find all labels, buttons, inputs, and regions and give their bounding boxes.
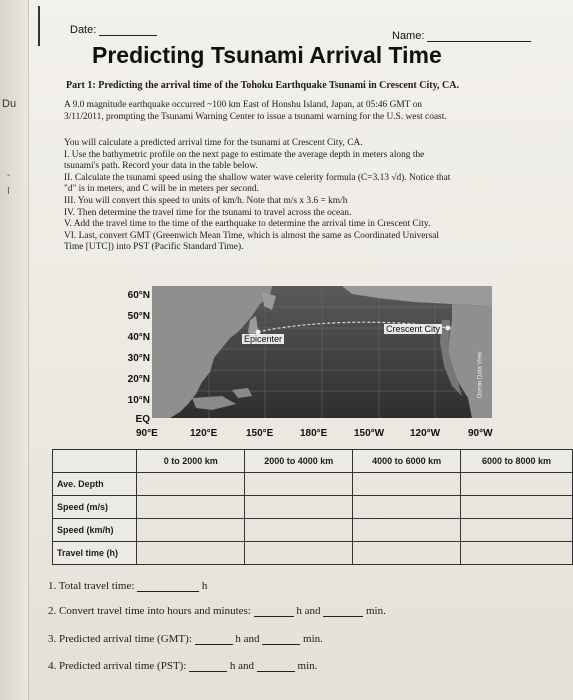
answer-cell[interactable] — [353, 473, 461, 496]
lon-label: 150°E — [246, 428, 274, 439]
previous-page-edge — [0, 0, 29, 700]
table-row — [53, 473, 573, 496]
lat-label: 30°N — [127, 353, 150, 364]
unit-label: min. — [366, 605, 386, 617]
question-text: 3. Predicted arrival time (GMT): — [48, 633, 192, 645]
answer-blank[interactable] — [137, 581, 199, 592]
lat-label: 40°N — [127, 332, 150, 343]
row-label: Speed (km/h) — [53, 519, 137, 542]
lon-label: 150°W — [354, 428, 385, 439]
unit-label: h and — [229, 660, 255, 672]
instruction-line: Time [UTC]) into PST (Pacific Standard Time). — [64, 242, 244, 253]
unit-label: min. — [303, 633, 323, 645]
lat-label: 50°N — [127, 311, 150, 322]
answer-blank[interactable] — [323, 606, 363, 617]
crescent-city-label: Crescent City — [386, 324, 441, 334]
table-row — [53, 519, 573, 542]
answer-cell[interactable] — [461, 473, 573, 496]
question-text: 2. Convert travel time into hours and minutes: — [48, 605, 251, 617]
answer-cell[interactable] — [461, 519, 573, 542]
intro-line: 3/11/2011, prompting the Tsunami Warning Center to issue a tsunami warning for the U.S. west coast. — [64, 111, 447, 122]
table-header-row — [53, 450, 573, 473]
answer-cell[interactable] — [353, 542, 461, 565]
lat-label: 60°N — [127, 290, 150, 301]
lat-label: 20°N — [127, 374, 150, 385]
binding-line — [38, 6, 40, 46]
date-blank[interactable] — [99, 25, 157, 36]
table-row — [53, 542, 573, 565]
instruction-line: "d" is in meters, and C will be in meters per second. — [64, 184, 259, 195]
name-field[interactable] — [392, 30, 531, 42]
answer-cell[interactable] — [353, 519, 461, 542]
lat-label: EQ — [135, 414, 150, 425]
map-graphic — [152, 286, 492, 418]
instruction-line: IV. Then determine the travel time for the tsunami to travel across the ocean. — [64, 207, 352, 218]
question-2 — [48, 605, 386, 617]
part1-heading: Part 1: Predicting the arrival time of the Tohoku Earthquake Tsunami in Crescent City, CA. — [66, 80, 459, 91]
column-header: 0 to 2000 km — [137, 450, 245, 473]
answer-cell[interactable] — [137, 473, 245, 496]
answer-cell[interactable] — [137, 496, 245, 519]
epicenter-label: Epicenter — [244, 334, 283, 344]
data-table — [52, 449, 573, 565]
bathymetry-map — [152, 286, 492, 418]
row-label: Travel time (h) — [53, 542, 137, 565]
date-field[interactable] — [70, 24, 157, 36]
answer-cell[interactable] — [245, 496, 353, 519]
margin-tab-text: Du — [2, 98, 17, 110]
answer-blank[interactable] — [189, 661, 227, 672]
lon-label: 180°E — [300, 428, 328, 439]
question-3 — [48, 633, 323, 645]
unit-label: min. — [297, 660, 318, 672]
instructions — [64, 138, 544, 254]
margin-mark-2: I — [7, 186, 10, 197]
answer-blank[interactable] — [254, 606, 294, 617]
intro-line: A 9.0 magnitude earthquake occurred ~100 km East of Honshu Island, Japan, at 05:46 GMT on — [64, 100, 422, 110]
instruction-line: V. Add the travel time to the time of the earthquake to determine the arrival time in Crescent City. — [64, 219, 431, 230]
instruction-line: You will calculate a predicted arrival time for the tsunami at Crescent City, CA. — [64, 138, 363, 148]
answer-cell[interactable] — [245, 519, 353, 542]
question-4 — [48, 660, 317, 672]
answer-cell[interactable] — [245, 542, 353, 565]
column-header: 2000 to 4000 km — [245, 450, 353, 473]
lon-label: 90°W — [468, 428, 493, 439]
pacific-map — [116, 286, 511, 442]
date-label: Date: — [70, 24, 97, 36]
unit-label: h — [201, 580, 208, 592]
instruction-line: II. Calculate the tsunami speed using the shallow water wave celerity formula (C=3.13 √d). Notice that — [64, 172, 451, 183]
instruction-line: III. You will convert this speed to units of km/h. Note that m/s x 3.6 = km/h — [64, 195, 348, 206]
answer-blank[interactable] — [257, 661, 295, 672]
name-blank[interactable] — [427, 31, 531, 42]
lon-label: 120°E — [190, 428, 218, 439]
instruction-line: tsunami's path. Record your data in the table below. — [64, 161, 258, 172]
page-title: Predicting Tsunami Arrival Time — [92, 42, 442, 68]
answer-cell[interactable] — [137, 519, 245, 542]
unit-label: h and — [235, 633, 260, 645]
table-row — [53, 496, 573, 519]
answer-cell[interactable] — [353, 496, 461, 519]
answer-cell[interactable] — [461, 542, 573, 565]
lon-label: 90°E — [136, 428, 158, 439]
table-corner — [53, 450, 137, 473]
column-header: 6000 to 8000 km — [461, 450, 573, 473]
map-credit: Ocean Data View — [477, 351, 484, 399]
unit-label: h and — [296, 605, 321, 617]
question-text: 4. Predicted arrival time (PST): — [48, 660, 187, 672]
question-text: 1. Total travel time: — [48, 580, 135, 592]
intro-paragraph — [64, 100, 544, 123]
instruction-line: VI. Last, convert GMT (Greenwich Mean Time, which is almost the same as Coordinated Universal — [64, 230, 440, 241]
column-header: 4000 to 6000 km — [353, 450, 461, 473]
margin-mark-1: - — [7, 170, 11, 181]
answer-cell[interactable] — [137, 542, 245, 565]
row-label: Speed (m/s) — [53, 496, 137, 519]
lon-label: 120°W — [410, 428, 441, 439]
answer-cell[interactable] — [245, 473, 353, 496]
question-1 — [48, 580, 207, 592]
answer-blank[interactable] — [262, 634, 300, 645]
instruction-line: I. Use the bathymetric profile on the next page to estimate the average depth in meters along the — [64, 149, 425, 160]
answer-blank[interactable] — [195, 634, 233, 645]
row-label: Ave. Depth — [53, 473, 137, 496]
name-label: Name: — [392, 30, 425, 42]
lat-label: 10°N — [127, 395, 150, 406]
answer-cell[interactable] — [461, 496, 573, 519]
